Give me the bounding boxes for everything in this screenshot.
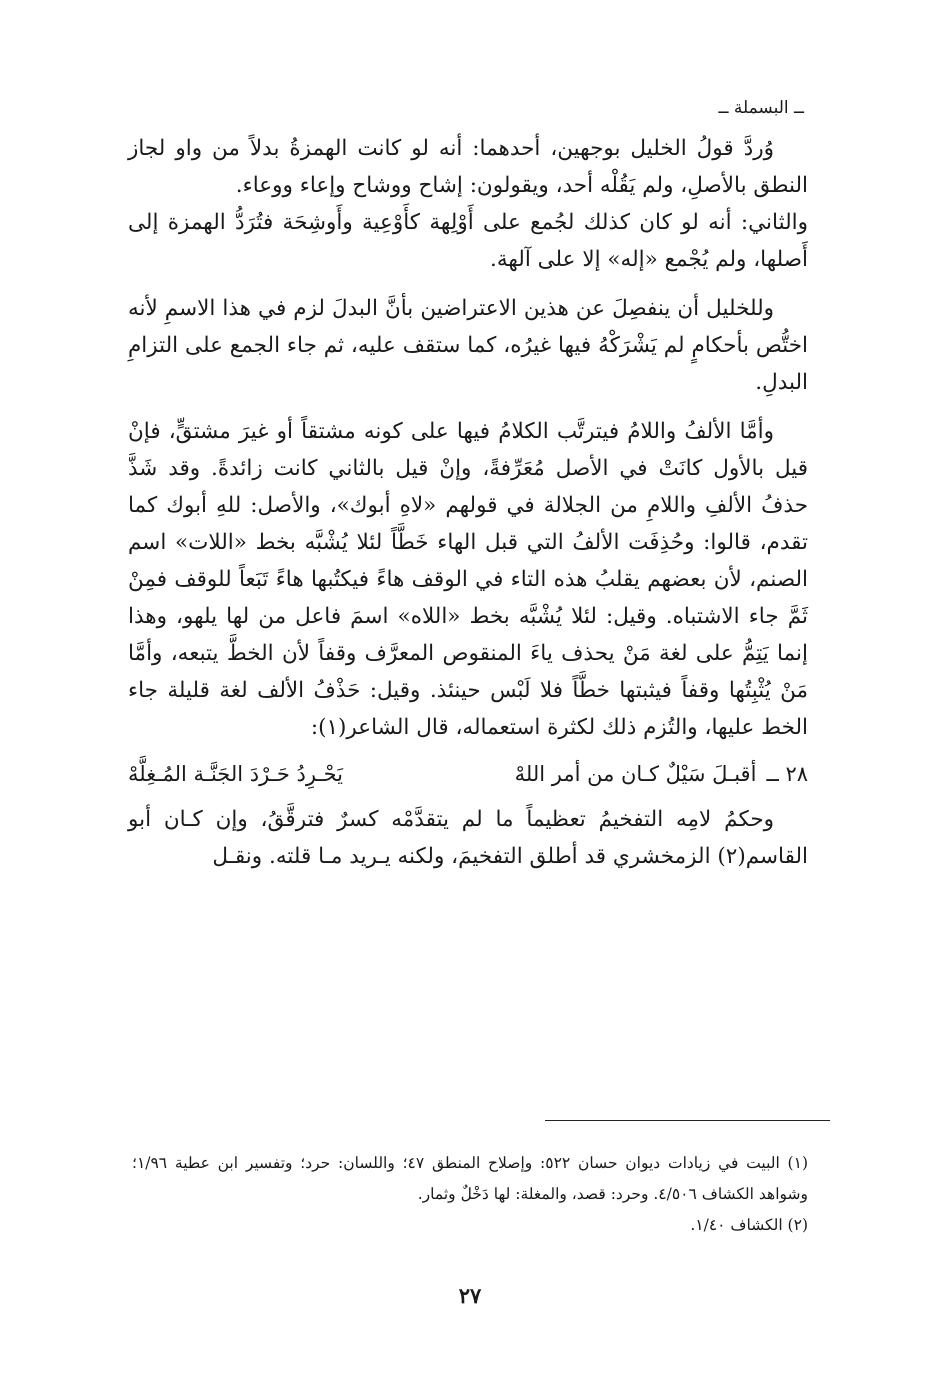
paragraph-2: والثاني: أنه لو كان كذلك لجُمع على أَوْلِهة كأَوْعِية وأَوشِحَة فتُرَدُّ الهمزة إلى أَصلها، ولم يُجْمع «إله» إلا على آلهة.	[128, 210, 808, 272]
footnotes	[132, 1148, 808, 1241]
paragraph-1: وُردَّ قولُ الخليل بوجهين، أحدهما: أنه لو كانت الهمزةُ بدلاً من واو لجاز النطق بالأصلِ، ولم يَقُلْه أحد، ويقولون: إشاح ووشاح وإعاء ووعاء.	[128, 136, 808, 198]
paragraph-3: وللخليل أن ينفصِلَ عن هذين الاعتراضين بأنَّ البدلَ لزم في هذا الاسمِ لأنه اختُّص بأحكامٍ لم يَشْرَكْهُ فيها غيرُه، كما ستقف عليه، ثم جاء الجمع على التزامِ البدلِ.	[128, 296, 808, 395]
verse-hemistich-1: أقبـلَ سَيْلٌ كـان من أمر اللهْ	[514, 762, 757, 786]
footnote-1: (١) البيت في زيادات ديوان حسان ٥٢٢: وإصلاح المنطق ٤٧؛ واللسان: حرد؛ وتفسير ابن عطية ١/٩٦؛ وشواهد الكشاف ٤/٥٠٦. وحرد: قصد، والمغلة: لها دَخْلٌ وثمار.	[132, 1154, 808, 1203]
page-number: ٢٧	[458, 1283, 482, 1308]
paragraph-4: وأمَّا الألفُ واللامُ فيترتَّب الكلامُ فيها على كونه مشتقاً أو غيرَ مشتقٍّ، فإنْ قيل بالأول كانَتْ في الأصل مُعَرِّفةً، وإنْ قيل بالثاني كانت زائدةً. وقد شَذَّ حذفُ الألفِ واللامِ من الجلالة في قولهم «لاهِ أبوك»، والأصل: للهِ أبوك كما تقدم، قالوا: وحُذِفَت الألفُ التي قبل الهاء خَطَّاً لئلا يُشْبَّه بخط «اللات» اسم الصنم، لأن بعضهم يقلبُ هذه التاء في الوقف هاءً فيكتُبها هاءً تَبَعاً للوقف فمِنْ ثَمَّ جاء الاشتباه. وقيل: لئلا يُشْبَّه بخط «اللاه» اسمَ فاعل من لها يلهو، وهذا إنما يَتِمُّ على لغة مَنْ يحذف ياءَ المنقوص المعرَّف وقفاً لأن الخطَّ يتبعه، وأمَّا مَنْ يُثْبِتُها وقفاً فيثبتها خطَّاً فلا لَبْس حينئذ. وقيل: حَذْفُ الألف لغة قليلة جاء الخط عليها، والتُزم ذلك لكثرة استعماله، قال الشاعر(١):	[128, 419, 809, 740]
verse-hemistich-2: يَحْـرِدُ حَـرْدَ الجَنَّـة المُـغِلَّهْ	[128, 762, 343, 786]
paragraph-5: وحكمُ لامِه التفخيمُ تعظيماً ما لم يتقدَّمْه كسرٌ فترقَّقُ، وإن كـان أبو القاسم(٢) الزمخشري قد أطلق التفخيمَ، ولكنه يـريد مـا قلته. ونقـل	[128, 807, 808, 869]
verse-number: ٢٨ ــ	[766, 762, 808, 786]
poetry-verse	[128, 756, 808, 793]
footnote-divider	[545, 1120, 830, 1121]
main-text	[128, 130, 808, 875]
footnote-2: (٢) الكشاف ١/٤٠.	[690, 1216, 808, 1234]
running-header: ــ البسملة ــ	[718, 98, 804, 118]
